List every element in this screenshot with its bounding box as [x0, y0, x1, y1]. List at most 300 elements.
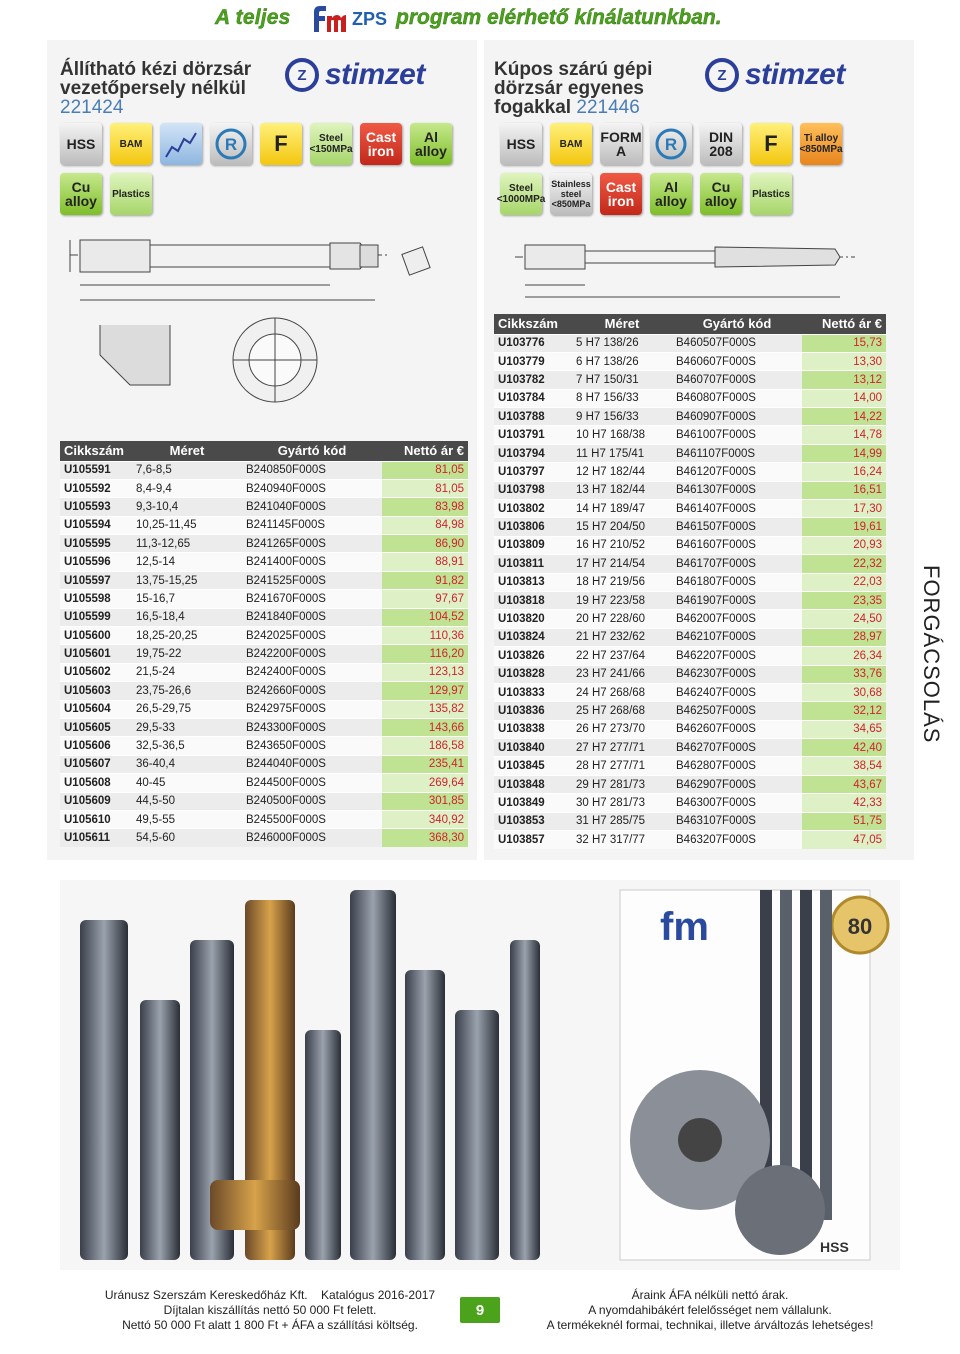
cell-meret: 15 H7 204/50 [572, 518, 672, 536]
cell-cikkszam: U105611 [60, 829, 132, 847]
cell-cikkszam: U103802 [494, 500, 572, 518]
badge-r [210, 123, 252, 165]
cell-meret: 21 H7 232/62 [572, 628, 672, 646]
cell-meret: 18 H7 219/56 [572, 573, 672, 591]
cell-netto-ar: 81,05 [382, 479, 468, 497]
cell-gyarto-kod: B462207F000S [672, 647, 802, 665]
cell-netto-ar: 16,51 [802, 481, 886, 499]
cell-gyarto-kod: B462007F000S [672, 610, 802, 628]
cell-netto-ar: 42,40 [802, 739, 886, 757]
cell-netto-ar: 42,33 [802, 794, 886, 812]
cell-gyarto-kod: B241265F000S [242, 535, 382, 553]
table-row [60, 553, 468, 571]
svg-text:R: R [224, 135, 238, 154]
stimzet-logo-right [705, 58, 845, 92]
cell-netto-ar: 13,30 [802, 352, 886, 370]
cell-netto-ar: 14,78 [802, 426, 886, 444]
cell-netto-ar: 47,05 [802, 831, 886, 849]
product-photo [60, 880, 900, 1270]
cell-gyarto-kod: B460507F000S [672, 334, 802, 352]
table-row [494, 591, 886, 609]
cell-netto-ar: 34,65 [802, 720, 886, 738]
page-number: 9 [460, 1297, 500, 1323]
cell-meret: 11 H7 175/41 [572, 444, 672, 462]
col-netto-ar: Nettó ár € [382, 441, 468, 461]
cell-cikkszam: U103849 [494, 794, 572, 812]
badge-f: F [750, 123, 792, 165]
cell-cikkszam: U105603 [60, 682, 132, 700]
table-row [494, 628, 886, 646]
cell-netto-ar: 26,34 [802, 647, 886, 665]
cell-gyarto-kod: B463107F000S [672, 812, 802, 830]
cell-netto-ar: 14,99 [802, 444, 886, 462]
cell-cikkszam: U105592 [60, 479, 132, 497]
cell-meret: 26,5-29,75 [132, 700, 242, 718]
table-row [494, 444, 886, 462]
table-row [494, 647, 886, 665]
table-row [60, 792, 468, 810]
cell-netto-ar: 51,75 [802, 812, 886, 830]
table-row [494, 739, 886, 757]
cell-meret: 9 H7 156/33 [572, 408, 672, 426]
cell-cikkszam: U103853 [494, 812, 572, 830]
cell-cikkszam: U103809 [494, 536, 572, 554]
badge-steel: Steel <150MPa [310, 123, 352, 165]
table-row [60, 737, 468, 755]
badge-cu-alloy: Cu alloy [60, 173, 102, 215]
cell-gyarto-kod: B462607F000S [672, 720, 802, 738]
cell-cikkszam: U103840 [494, 739, 572, 757]
cell-netto-ar: 14,22 [802, 408, 886, 426]
cell-meret: 54,5-60 [132, 829, 242, 847]
cell-cikkszam: U103824 [494, 628, 572, 646]
cell-gyarto-kod: B243300F000S [242, 718, 382, 736]
cell-gyarto-kod: B462807F000S [672, 757, 802, 775]
cell-cikkszam: U105601 [60, 645, 132, 663]
table-row [60, 461, 468, 479]
cell-gyarto-kod: B461107F000S [672, 444, 802, 462]
cell-netto-ar: 91,82 [382, 571, 468, 589]
cell-meret: 36-40,4 [132, 755, 242, 773]
footer-change-note: A termékeknél formai, technikai, illetve árváltozás lehetséges! [546, 1318, 874, 1332]
cell-gyarto-kod: B462407F000S [672, 683, 802, 701]
cell-gyarto-kod: B460807F000S [672, 389, 802, 407]
cell-cikkszam: U103806 [494, 518, 572, 536]
table-row [494, 408, 886, 426]
footer-print-note: A nyomdahibákért felelősséget nem vállalunk. [588, 1303, 832, 1317]
table-header-row [494, 314, 886, 334]
cell-gyarto-kod: B240850F000S [242, 461, 382, 479]
footer-left [90, 1288, 450, 1333]
col-meret: Méret [572, 314, 672, 334]
cell-meret: 10,25-11,45 [132, 516, 242, 534]
cell-meret: 12 H7 182/44 [572, 463, 672, 481]
footer-catalog: Katalógus 2016-2017 [321, 1288, 436, 1302]
cell-netto-ar: 32,12 [802, 702, 886, 720]
cell-netto-ar: 33,76 [802, 665, 886, 683]
photo-fm-logo: fm [660, 905, 709, 949]
cell-netto-ar: 43,67 [802, 775, 886, 793]
cell-cikkszam: U103794 [494, 444, 572, 462]
cell-meret: 20 H7 228/60 [572, 610, 672, 628]
cell-netto-ar: 83,98 [382, 498, 468, 516]
cell-meret: 32 H7 317/77 [572, 831, 672, 849]
cell-gyarto-kod: B460707F000S [672, 371, 802, 389]
cell-meret: 22 H7 237/64 [572, 647, 672, 665]
cell-meret: 9,3-10,4 [132, 498, 242, 516]
cell-meret: 7 H7 150/31 [572, 371, 672, 389]
cell-meret: 11,3-12,65 [132, 535, 242, 553]
cell-meret: 16 H7 210/52 [572, 536, 672, 554]
cell-cikkszam: U105610 [60, 810, 132, 828]
col-netto-ar: Nettó ár € [802, 314, 886, 334]
cell-gyarto-kod: B461707F000S [672, 555, 802, 573]
stimzet-logo-left [285, 58, 425, 92]
left-title-text: Állítható kézi dörzsár vezetőpersely nélkül [60, 59, 252, 99]
cell-cikkszam: U105607 [60, 755, 132, 773]
cell-netto-ar: 28,97 [802, 628, 886, 646]
stimzet-ring-icon: Z [705, 58, 739, 92]
cell-netto-ar: 84,98 [382, 516, 468, 534]
cell-cikkszam: U103820 [494, 610, 572, 628]
cell-cikkszam: U105604 [60, 700, 132, 718]
cell-meret: 23 H7 241/66 [572, 665, 672, 683]
cell-netto-ar: 116,20 [382, 645, 468, 663]
badge-stainless: Stainless steel <850MPa [550, 173, 592, 215]
cell-gyarto-kod: B460907F000S [672, 408, 802, 426]
table-row [494, 812, 886, 830]
right-price-table [494, 314, 886, 849]
cell-netto-ar: 15,73 [802, 334, 886, 352]
cell-cikkszam: U105608 [60, 774, 132, 792]
cell-gyarto-kod: B463207F000S [672, 831, 802, 849]
cell-meret: 8,4-9,4 [132, 479, 242, 497]
cell-cikkszam: U103782 [494, 371, 572, 389]
cell-cikkszam: U105593 [60, 498, 132, 516]
footer-company-line [90, 1288, 450, 1303]
side-section-label: FORGÁCSOLÁS [919, 565, 944, 744]
cell-meret: 6 H7 138/26 [572, 352, 672, 370]
cell-netto-ar: 123,13 [382, 663, 468, 681]
cell-cikkszam: U103857 [494, 831, 572, 849]
stimzet-ring-icon: Z [285, 58, 319, 92]
cell-cikkszam: U103779 [494, 352, 572, 370]
badge-form-a: FORM A [600, 123, 642, 165]
cell-cikkszam: U105597 [60, 571, 132, 589]
badge-r [650, 123, 692, 165]
cell-cikkszam: U103776 [494, 334, 572, 352]
cell-meret: 21,5-24 [132, 663, 242, 681]
photo-hss-label: HSS [820, 1239, 849, 1255]
cell-gyarto-kod: B241400F000S [242, 553, 382, 571]
table-row [494, 720, 886, 738]
footer-right [525, 1288, 895, 1333]
table-row [494, 536, 886, 554]
cell-netto-ar: 20,93 [802, 536, 886, 554]
cell-gyarto-kod: B462307F000S [672, 665, 802, 683]
cell-meret: 25 H7 268/68 [572, 702, 672, 720]
cell-meret: 19,75-22 [132, 645, 242, 663]
table-row [60, 535, 468, 553]
cell-cikkszam: U103828 [494, 665, 572, 683]
cell-netto-ar: 81,05 [382, 461, 468, 479]
badge-hss: HSS [500, 123, 542, 165]
badge-plastics: Plastics [750, 173, 792, 215]
photo-80-badge: 80 [847, 914, 873, 939]
cell-gyarto-kod: B461607F000S [672, 536, 802, 554]
cell-netto-ar: 110,36 [382, 627, 468, 645]
cell-gyarto-kod: B242025F000S [242, 627, 382, 645]
banner-text-end: program elérhető kínálatunkban. [396, 6, 722, 29]
table-row [60, 516, 468, 534]
footer-company: Uránusz Szerszám Kereskedőház Kft. [104, 1288, 308, 1302]
cell-meret: 19 H7 223/58 [572, 591, 672, 609]
recycle-r-icon [653, 126, 689, 162]
cell-netto-ar: 14,00 [802, 389, 886, 407]
cell-meret: 17 H7 214/54 [572, 555, 672, 573]
table-row [60, 627, 468, 645]
cell-gyarto-kod: B241145F000S [242, 516, 382, 534]
cell-gyarto-kod: B462907F000S [672, 775, 802, 793]
grade-chart-icon [164, 129, 198, 159]
cell-cikkszam: U103791 [494, 426, 572, 444]
cell-gyarto-kod: B462107F000S [672, 628, 802, 646]
fm-logo-icon [308, 2, 350, 36]
cell-meret: 13,75-15,25 [132, 571, 242, 589]
cell-meret: 40-45 [132, 774, 242, 792]
cell-cikkszam: U103818 [494, 591, 572, 609]
table-row [494, 610, 886, 628]
cell-cikkszam: U105594 [60, 516, 132, 534]
cell-netto-ar: 17,30 [802, 500, 886, 518]
cell-meret: 31 H7 285/75 [572, 812, 672, 830]
table-row [60, 571, 468, 589]
cell-meret: 16,5-18,4 [132, 608, 242, 626]
cell-meret: 27 H7 277/71 [572, 739, 672, 757]
cell-netto-ar: 16,24 [802, 463, 886, 481]
badge-bam: BAM [550, 123, 592, 165]
cell-netto-ar: 86,90 [382, 535, 468, 553]
table-row [494, 389, 886, 407]
badge-hss: HSS [60, 123, 102, 165]
cell-cikkszam: U103811 [494, 555, 572, 573]
cell-gyarto-kod: B246000F000S [242, 829, 382, 847]
cell-meret: 49,5-55 [132, 810, 242, 828]
cell-gyarto-kod: B245500F000S [242, 810, 382, 828]
col-cikkszam: Cikkszám [60, 441, 132, 461]
col-cikkszam: Cikkszám [494, 314, 572, 334]
left-title-code: 221424 [60, 97, 124, 118]
table-row [60, 608, 468, 626]
cell-meret: 44,5-50 [132, 792, 242, 810]
cell-gyarto-kod: B461907F000S [672, 591, 802, 609]
cell-netto-ar: 38,54 [802, 757, 886, 775]
table-row [494, 518, 886, 536]
table-row [60, 700, 468, 718]
cell-cikkszam: U103788 [494, 408, 572, 426]
cell-meret: 29 H7 281/73 [572, 775, 672, 793]
banner-zps: ZPS [352, 9, 388, 29]
col-meret: Méret [132, 441, 242, 461]
cell-cikkszam: U103798 [494, 481, 572, 499]
cell-gyarto-kod: B460607F000S [672, 352, 802, 370]
cell-gyarto-kod: B461307F000S [672, 481, 802, 499]
right-reamer-drawing [495, 225, 905, 305]
cell-gyarto-kod: B244500F000S [242, 774, 382, 792]
badge-din: DIN 208 [700, 123, 742, 165]
cell-cikkszam: U103813 [494, 573, 572, 591]
cell-netto-ar: 235,41 [382, 755, 468, 773]
cell-meret: 26 H7 273/70 [572, 720, 672, 738]
cell-gyarto-kod: B243650F000S [242, 737, 382, 755]
cell-cikkszam: U105606 [60, 737, 132, 755]
cell-netto-ar: 23,35 [802, 591, 886, 609]
table-row [494, 573, 886, 591]
cell-meret: 5 H7 138/26 [572, 334, 672, 352]
cell-gyarto-kod: B461007F000S [672, 426, 802, 444]
table-row [494, 371, 886, 389]
badge-steel: Steel <1000MPa [500, 173, 542, 215]
table-row [60, 590, 468, 608]
cell-cikkszam: U105595 [60, 535, 132, 553]
cell-cikkszam: U105596 [60, 553, 132, 571]
table-row [494, 775, 886, 793]
cell-netto-ar: 301,85 [382, 792, 468, 810]
left-product-title [60, 60, 280, 117]
cell-meret: 13 H7 182/44 [572, 481, 672, 499]
cell-meret: 24 H7 268/68 [572, 683, 672, 701]
table-row [494, 831, 886, 849]
recycle-r-icon [213, 126, 249, 162]
right-product-title [494, 60, 694, 117]
cell-netto-ar: 186,58 [382, 737, 468, 755]
cell-cikkszam: U103848 [494, 775, 572, 793]
table-row [60, 663, 468, 681]
footer-shipping-free: Díjtalan kiszállítás nettó 50 000 Ft felett. [163, 1303, 377, 1317]
table-row [494, 334, 886, 352]
cell-meret: 23,75-26,6 [132, 682, 242, 700]
table-row [494, 794, 886, 812]
cell-gyarto-kod: B461807F000S [672, 573, 802, 591]
cell-netto-ar: 30,68 [802, 683, 886, 701]
right-title-text: Kúpos szárú gépi dörzsár egyenes fogakkal [494, 59, 653, 118]
cell-meret: 15-16,7 [132, 590, 242, 608]
cell-gyarto-kod: B463007F000S [672, 794, 802, 812]
table-row [494, 702, 886, 720]
cell-cikkszam: U103784 [494, 389, 572, 407]
cell-meret: 18,25-20,25 [132, 627, 242, 645]
cell-netto-ar: 19,61 [802, 518, 886, 536]
catalog-box [620, 890, 888, 1260]
table-row [494, 555, 886, 573]
cell-netto-ar: 104,52 [382, 608, 468, 626]
cell-cikkszam: U103838 [494, 720, 572, 738]
cell-netto-ar: 22,03 [802, 573, 886, 591]
cell-netto-ar: 22,32 [802, 555, 886, 573]
footer-shipping-cost: Nettó 50 000 Ft alatt 1 800 Ft + ÁFA a szállítási költség. [122, 1318, 418, 1332]
cell-meret: 32,5-36,5 [132, 737, 242, 755]
badge-cast-iron: Cast iron [600, 173, 642, 215]
right-title-code: 221446 [576, 97, 640, 118]
badge-bam: BAM [110, 123, 152, 165]
cell-gyarto-kod: B240940F000S [242, 479, 382, 497]
cell-gyarto-kod: B241840F000S [242, 608, 382, 626]
cell-meret: 10 H7 168/38 [572, 426, 672, 444]
table-row [60, 479, 468, 497]
badge-f: F [260, 123, 302, 165]
cell-netto-ar: 269,64 [382, 774, 468, 792]
table-row [60, 645, 468, 663]
cell-gyarto-kod: B461207F000S [672, 463, 802, 481]
cell-gyarto-kod: B244040F000S [242, 755, 382, 773]
table-row [60, 810, 468, 828]
table-row [494, 683, 886, 701]
table-row [60, 774, 468, 792]
cell-netto-ar: 340,92 [382, 810, 468, 828]
cell-gyarto-kod: B242660F000S [242, 682, 382, 700]
left-reamer-drawing [60, 225, 470, 435]
col-gyarto-kod: Gyártó kód [672, 314, 802, 334]
table-row [494, 757, 886, 775]
cell-netto-ar: 129,97 [382, 682, 468, 700]
cell-gyarto-kod: B242200F000S [242, 645, 382, 663]
table-row [494, 481, 886, 499]
cell-meret: 28 H7 277/71 [572, 757, 672, 775]
table-row [60, 829, 468, 847]
cell-cikkszam: U105599 [60, 608, 132, 626]
cell-netto-ar: 88,91 [382, 553, 468, 571]
left-price-table [60, 441, 468, 847]
cell-meret: 12,5-14 [132, 553, 242, 571]
svg-text:R: R [664, 135, 678, 154]
cell-cikkszam: U105598 [60, 590, 132, 608]
table-row [494, 500, 886, 518]
cell-meret: 30 H7 281/73 [572, 794, 672, 812]
cell-cikkszam: U105609 [60, 792, 132, 810]
badge-cast-iron: Cast iron [360, 123, 402, 165]
cutting-tools-illustration [60, 880, 900, 1270]
table-row [60, 498, 468, 516]
cell-netto-ar: 97,67 [382, 590, 468, 608]
top-banner [0, 0, 960, 40]
cell-cikkszam: U105591 [60, 461, 132, 479]
cell-gyarto-kod: B242400F000S [242, 663, 382, 681]
cell-cikkszam: U103833 [494, 683, 572, 701]
badge-grade-chart [160, 123, 202, 165]
cell-netto-ar: 143,66 [382, 718, 468, 736]
table-row [494, 352, 886, 370]
table-row [494, 463, 886, 481]
cell-cikkszam: U103845 [494, 757, 572, 775]
cell-meret: 14 H7 189/47 [572, 500, 672, 518]
cell-meret: 8 H7 156/33 [572, 389, 672, 407]
cell-gyarto-kod: B462507F000S [672, 702, 802, 720]
badge-al-alloy: Al alloy [410, 123, 452, 165]
cell-gyarto-kod: B240500F000S [242, 792, 382, 810]
cell-gyarto-kod: B241525F000S [242, 571, 382, 589]
cell-gyarto-kod: B461407F000S [672, 500, 802, 518]
cell-gyarto-kod: B462707F000S [672, 739, 802, 757]
cell-netto-ar: 24,50 [802, 610, 886, 628]
table-header-row [60, 441, 468, 461]
col-gyarto-kod: Gyártó kód [242, 441, 382, 461]
badge-cu-alloy: Cu alloy [700, 173, 742, 215]
cell-gyarto-kod: B242975F000S [242, 700, 382, 718]
badge-plastics: Plastics [110, 173, 152, 215]
badge-ti-alloy: Ti alloy <850MPa [800, 123, 842, 165]
cell-meret: 29,5-33 [132, 718, 242, 736]
cell-netto-ar: 368,30 [382, 829, 468, 847]
